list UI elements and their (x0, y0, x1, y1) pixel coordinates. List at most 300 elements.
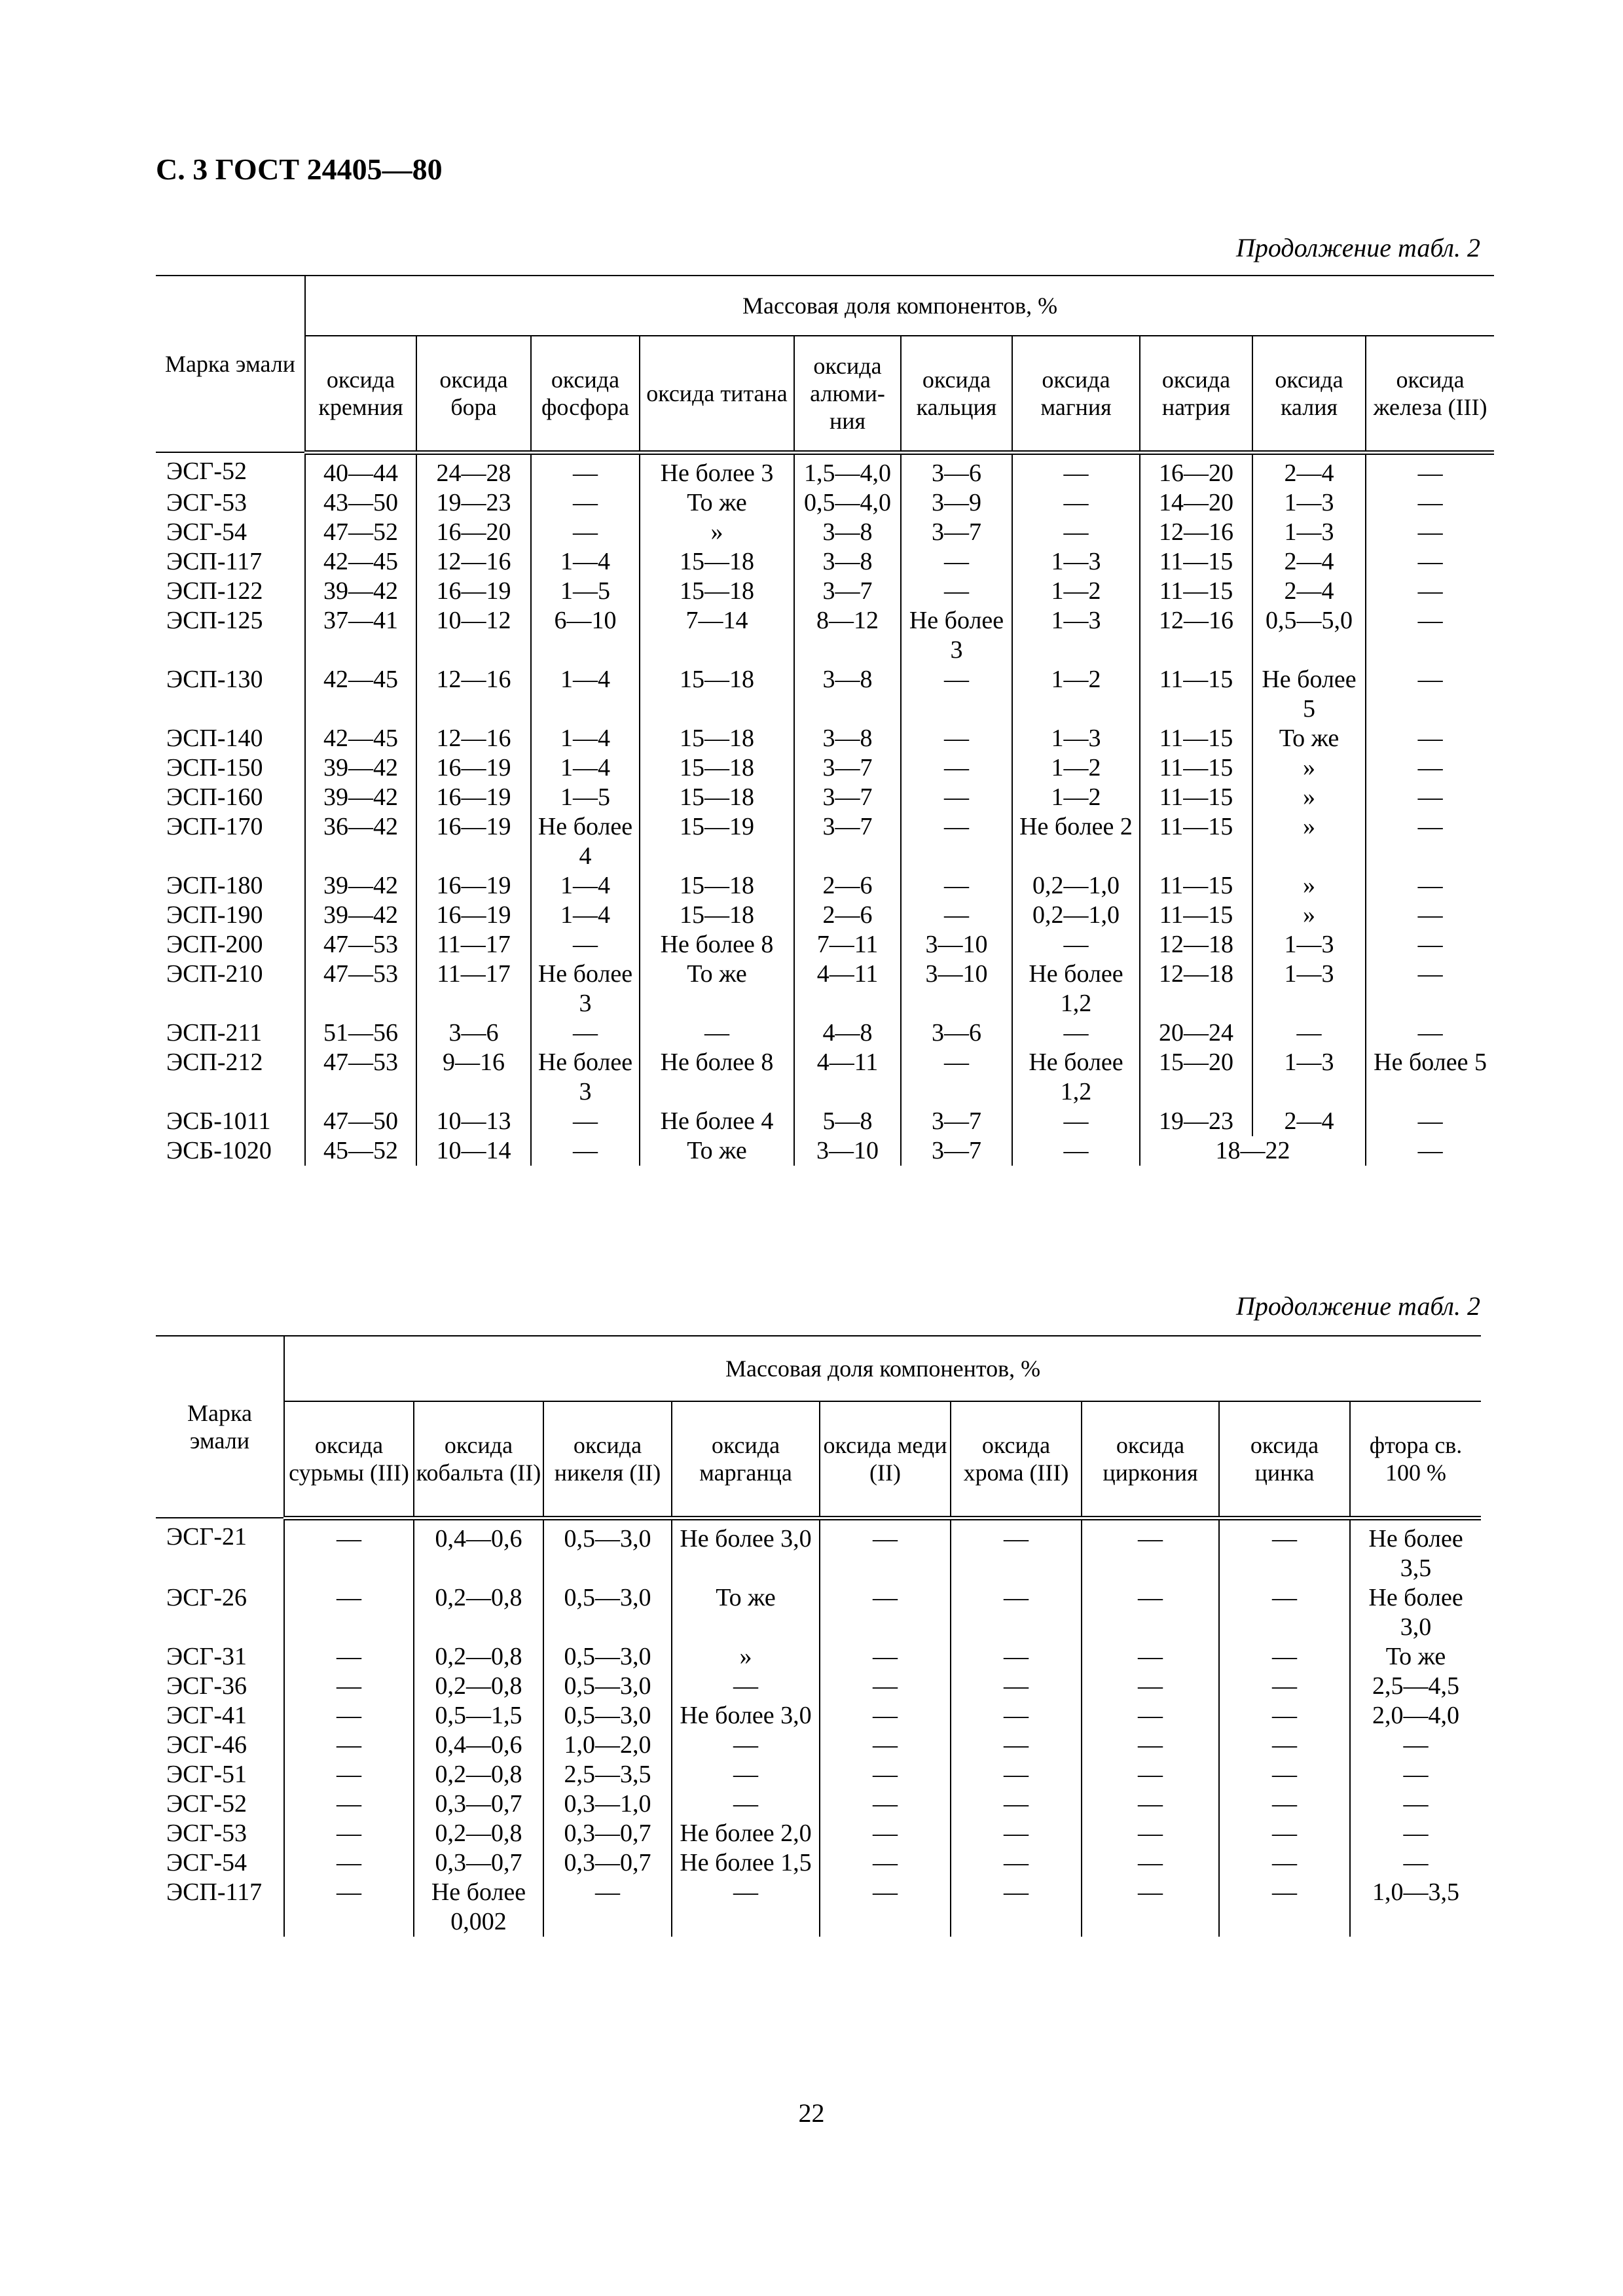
table-cell: » (1252, 812, 1366, 871)
table-cell: — (284, 1760, 414, 1789)
table-row (156, 1760, 1481, 1789)
table-cell: 15—20 (1140, 1048, 1252, 1107)
table-cell: 11—15 (1140, 901, 1252, 930)
enamel-grade-cell: ЭСП-150 (166, 753, 263, 781)
table1-col-header: оксида кальция (901, 336, 1012, 452)
table-cell: — (672, 1760, 820, 1789)
table-cell: — (284, 1672, 414, 1701)
table1-col0-header: Марка эмали (156, 276, 305, 452)
table-cell: — (1012, 1136, 1140, 1166)
table-cell: 0,2—1,0 (1012, 901, 1140, 930)
table-cell: 2—6 (794, 871, 901, 901)
table-cell: 5—8 (794, 1107, 901, 1136)
table-cell: 15—18 (640, 665, 794, 724)
table-cell: 0,2—0,8 (414, 1819, 543, 1848)
table-cell: — (672, 1672, 820, 1701)
table-cell: — (1366, 901, 1494, 930)
enamel-grade-cell: ЭСП-210 (166, 960, 263, 988)
table-cell: 11—15 (1140, 812, 1252, 871)
table1-col-header: оксида натрия (1140, 336, 1252, 452)
table-row (156, 1672, 1481, 1701)
table-cell: 36—42 (305, 812, 416, 871)
enamel-grade-cell: ЭСП-170 (166, 812, 263, 840)
table-cell: — (1366, 488, 1494, 518)
table-cell: — (901, 783, 1012, 812)
table-cell: 1—3 (1012, 547, 1140, 577)
table-cell: — (820, 1789, 951, 1819)
table-cell: Не более 3 (640, 452, 794, 488)
table-cell: — (820, 1701, 951, 1731)
table-cell: 1—4 (531, 547, 640, 577)
table-cell: — (951, 1760, 1082, 1789)
table-row (156, 518, 1494, 547)
table-cell: 10—13 (416, 1107, 531, 1136)
table-cell: — (1082, 1731, 1219, 1760)
table-cell: Не более 3 (531, 960, 640, 1018)
table-cell: — (640, 1018, 794, 1048)
table-cell: 40—44 (305, 452, 416, 488)
enamel-grade-cell: ЭСП-212 (166, 1048, 263, 1076)
table-cell: — (1366, 606, 1494, 665)
table-row (156, 1583, 1481, 1642)
table-cell: » (1252, 871, 1366, 901)
table-cell: — (1219, 1731, 1350, 1760)
table-cell: То же (1252, 724, 1366, 753)
table-cell: — (901, 1048, 1012, 1107)
table-cell: 12—18 (1140, 930, 1252, 960)
enamel-grade-cell: ЭСГ-36 (166, 1672, 247, 1700)
table-cell: — (1366, 812, 1494, 871)
table-cell: 16—20 (416, 518, 531, 547)
table-row (156, 1136, 1494, 1166)
table-cell: — (531, 1018, 640, 1048)
table-cell: Не более 1,2 (1012, 1048, 1140, 1107)
table-cell: — (1219, 1760, 1350, 1789)
table-cell: — (284, 1731, 414, 1760)
table-cell: 39—42 (305, 901, 416, 930)
table-cell: Не более 3 (531, 1048, 640, 1107)
table-row (156, 452, 1494, 488)
table-cell: — (284, 1583, 414, 1642)
enamel-grade-cell: ЭСГ-21 (166, 1523, 247, 1551)
table-cell: 1—4 (531, 871, 640, 901)
table-cell: 18—22 (1140, 1136, 1366, 1166)
table-row (156, 1107, 1494, 1136)
table-cell: 12—16 (416, 724, 531, 753)
table-cell: — (284, 1518, 414, 1583)
enamel-grade-cell: ЭСП-125 (166, 606, 263, 634)
table-cell: 0,4—0,6 (414, 1518, 543, 1583)
table-row (156, 724, 1494, 753)
table-cell: » (1252, 753, 1366, 783)
table-cell: — (901, 547, 1012, 577)
table-cell: — (1366, 960, 1494, 1018)
table-cell: 6—10 (531, 606, 640, 665)
table-cell: Не более 3,0 (672, 1518, 820, 1583)
table-cell: Не более 4 (531, 812, 640, 871)
table-cell: 1—3 (1252, 930, 1366, 960)
table-cell: — (820, 1760, 951, 1789)
table-cell: Не более 2,0 (672, 1819, 820, 1848)
table-cell: 1,0—3,5 (1350, 1878, 1481, 1937)
table-cell: 14—20 (1140, 488, 1252, 518)
table1-body (156, 452, 1494, 1166)
table-cell: » (1252, 783, 1366, 812)
enamel-grade-cell: ЭСП-200 (166, 930, 263, 958)
table-cell: 2—4 (1252, 577, 1366, 606)
table-cell: — (1012, 518, 1140, 547)
table-cell: 2,0—4,0 (1350, 1701, 1481, 1731)
table2-group-header: Массовая доля компонентов, % (284, 1336, 1481, 1401)
table-cell: — (951, 1701, 1082, 1731)
table-cell: — (1366, 547, 1494, 577)
table2-col-header: оксида кобальта (II) (414, 1401, 543, 1518)
table-cell: — (1082, 1518, 1219, 1583)
table-row (156, 1789, 1481, 1819)
table-row (156, 1848, 1481, 1878)
table-cell: 1,0—2,0 (543, 1731, 672, 1760)
table2-col0-header: Марка эмали (156, 1336, 284, 1518)
table-cell: 0,5—3,0 (543, 1642, 672, 1672)
table-cell: 43—50 (305, 488, 416, 518)
enamel-grade-cell: ЭСП-117 (166, 1878, 263, 1906)
table-cell: — (1082, 1672, 1219, 1701)
table-cell: 3—6 (901, 1018, 1012, 1048)
table-cell: — (901, 753, 1012, 783)
table-cell: 0,2—1,0 (1012, 871, 1140, 901)
table-cell: — (284, 1848, 414, 1878)
table-cell: 16—19 (416, 783, 531, 812)
table-cell: — (1366, 577, 1494, 606)
table-row (156, 1819, 1481, 1848)
table-cell: — (1082, 1583, 1219, 1642)
table-cell: 11—17 (416, 960, 531, 1018)
table-cell: 4—11 (794, 960, 901, 1018)
table-cell: — (1082, 1789, 1219, 1819)
enamel-grade-cell: ЭСГ-54 (166, 1848, 247, 1876)
table-cell: 20—24 (1140, 1018, 1252, 1048)
table-cell: — (284, 1819, 414, 1848)
table-cell: Не более 8 (640, 1048, 794, 1107)
table-cell: — (284, 1642, 414, 1672)
table-cell: 16—19 (416, 871, 531, 901)
table-cell: 8—12 (794, 606, 901, 665)
table-cell: 3—10 (901, 960, 1012, 1018)
table-cell: — (284, 1878, 414, 1937)
table-cell: 12—16 (1140, 518, 1252, 547)
enamel-grade-cell: ЭСГ-41 (166, 1701, 247, 1729)
table-cell: — (901, 901, 1012, 930)
table-cell: — (1012, 1018, 1140, 1048)
table-cell: Не более 5 (1252, 665, 1366, 724)
table-cell: — (1252, 1018, 1366, 1048)
enamel-grade-cell: ЭСГ-53 (166, 488, 247, 516)
table-cell: 1—4 (531, 901, 640, 930)
table-row (156, 1018, 1494, 1048)
table-cell: — (1012, 1107, 1140, 1136)
table-cell: — (901, 812, 1012, 871)
table-cell: 39—42 (305, 871, 416, 901)
table-row (156, 960, 1494, 1018)
table1-col-header: оксида алюми-ния (794, 336, 901, 452)
table-cell: 0,2—0,8 (414, 1672, 543, 1701)
table-cell: 2—6 (794, 901, 901, 930)
table-cell: То же (640, 488, 794, 518)
table-cell: 3—8 (794, 724, 901, 753)
table-cell: — (951, 1583, 1082, 1642)
table1-continuation-label: Продолжение табл. 2 (1235, 233, 1480, 262)
table-cell: 12—16 (416, 547, 531, 577)
table-cell: Не более 5 (1366, 1048, 1494, 1107)
table-cell: 3—8 (794, 547, 901, 577)
page-header: С. 3 ГОСТ 24405—80 (156, 152, 443, 186)
table-cell: 24—28 (416, 452, 531, 488)
table-row (156, 871, 1494, 901)
table-cell: 1—5 (531, 577, 640, 606)
table-cell: 2,5—4,5 (1350, 1672, 1481, 1701)
table-cell: 3—7 (794, 753, 901, 783)
table2-col-header: фтора св. 100 % (1350, 1401, 1481, 1518)
table-cell: 1—5 (531, 783, 640, 812)
table-cell: 2—4 (1252, 452, 1366, 488)
table1-col-header: оксида магния (1012, 336, 1140, 452)
table-cell: 15—18 (640, 724, 794, 753)
table-cell: — (1219, 1848, 1350, 1878)
table-cell: Не более 4 (640, 1107, 794, 1136)
table-cell: То же (640, 1136, 794, 1166)
table-row (156, 901, 1494, 930)
table-cell: 42—45 (305, 547, 416, 577)
table-cell: 3—7 (794, 812, 901, 871)
table-cell: — (1350, 1789, 1481, 1819)
table-cell: 15—18 (640, 901, 794, 930)
table2-col-header: оксида марганца (672, 1401, 820, 1518)
table-cell: — (1366, 783, 1494, 812)
table-cell: — (1082, 1701, 1219, 1731)
enamel-grade-cell: ЭСГ-31 (166, 1642, 247, 1670)
table-cell: 3—10 (794, 1136, 901, 1166)
table-cell: — (1366, 753, 1494, 783)
table-cell: — (1082, 1642, 1219, 1672)
table-cell: — (531, 518, 640, 547)
table2-col-header: оксида никеля (II) (543, 1401, 672, 1518)
table-cell: 3—7 (794, 577, 901, 606)
table-row (156, 812, 1494, 871)
table-cell: То же (1350, 1642, 1481, 1672)
table2-col-header: оксида сурьмы (III) (284, 1401, 414, 1518)
table-cell: — (672, 1731, 820, 1760)
table-cell: » (640, 518, 794, 547)
table-cell: — (1012, 488, 1140, 518)
table-cell: 42—45 (305, 665, 416, 724)
enamel-grade-cell: ЭСП-160 (166, 783, 263, 811)
table-cell: — (1219, 1878, 1350, 1937)
table-row (156, 606, 1494, 665)
table-cell: Не более 8 (640, 930, 794, 960)
table-row (156, 1731, 1481, 1760)
table-cell: 1—2 (1012, 753, 1140, 783)
table-cell: 3—7 (901, 1107, 1012, 1136)
table-cell: 0,3—0,7 (414, 1848, 543, 1878)
table-cell: — (951, 1518, 1082, 1583)
table-cell: То же (672, 1583, 820, 1642)
table1-col-header: оксида бора (416, 336, 531, 452)
table-cell: 3—7 (794, 783, 901, 812)
page-number: 22 (798, 2098, 825, 2128)
table-cell: 1—3 (1252, 960, 1366, 1018)
table-cell: — (531, 930, 640, 960)
table-cell: — (1350, 1819, 1481, 1848)
table-cell: Не более 3,0 (1350, 1583, 1481, 1642)
table-cell: — (820, 1848, 951, 1878)
table-row (156, 1518, 1481, 1583)
table-cell: — (820, 1672, 951, 1701)
table-cell: — (820, 1878, 951, 1937)
table-cell: 7—14 (640, 606, 794, 665)
table-cell: 42—45 (305, 724, 416, 753)
table-cell: 12—16 (416, 665, 531, 724)
table-cell: 0,5—3,0 (543, 1672, 672, 1701)
table-cell: — (820, 1583, 951, 1642)
table-cell: Не более 3,0 (672, 1701, 820, 1731)
enamel-grade-cell: ЭСБ-1011 (166, 1107, 271, 1135)
table-cell: — (1350, 1731, 1481, 1760)
table-cell: 10—12 (416, 606, 531, 665)
table-cell: 1—3 (1012, 724, 1140, 753)
table1-col-header: оксида титана (640, 336, 794, 452)
table-cell: — (820, 1642, 951, 1672)
table-cell: 47—53 (305, 1048, 416, 1107)
table-cell: — (951, 1789, 1082, 1819)
table-cell: Не более 3,5 (1350, 1518, 1481, 1583)
table-cell: 15—18 (640, 871, 794, 901)
table-cell: — (1219, 1701, 1350, 1731)
table-cell: 0,5—3,0 (543, 1583, 672, 1642)
table-cell: 1—2 (1012, 577, 1140, 606)
table-cell: 4—11 (794, 1048, 901, 1107)
table-cell: — (1350, 1848, 1481, 1878)
table-cell: 0,3—0,7 (543, 1848, 672, 1878)
table-cell: — (672, 1878, 820, 1937)
table-cell: — (1219, 1672, 1350, 1701)
table-cell: 39—42 (305, 753, 416, 783)
table-cell: Не более 3 (901, 606, 1012, 665)
table-cell: 12—16 (1140, 606, 1252, 665)
table-cell: 4—8 (794, 1018, 901, 1048)
enamel-grade-cell: ЭСП-130 (166, 665, 263, 693)
table-cell: 47—53 (305, 930, 416, 960)
table-cell: 2—4 (1252, 547, 1366, 577)
table-cell: 12—18 (1140, 960, 1252, 1018)
enamel-grade-cell: ЭСБ-1020 (166, 1136, 272, 1164)
table-cell: — (1082, 1878, 1219, 1937)
table-cell: — (951, 1819, 1082, 1848)
table1-header (156, 276, 1494, 452)
table-cell: 47—50 (305, 1107, 416, 1136)
enamel-grade-cell: ЭСГ-51 (166, 1760, 247, 1788)
enamel-grade-cell: ЭСГ-52 (166, 1789, 247, 1818)
table-row (156, 1048, 1494, 1107)
table-cell: 0,5—3,0 (543, 1518, 672, 1583)
table-cell: — (531, 488, 640, 518)
table-cell: 19—23 (416, 488, 531, 518)
table-cell: 16—19 (416, 577, 531, 606)
table-cell: 11—15 (1140, 665, 1252, 724)
table-cell: — (1219, 1789, 1350, 1819)
table-cell: 51—56 (305, 1018, 416, 1048)
table-cell: — (951, 1672, 1082, 1701)
table-cell: 11—15 (1140, 577, 1252, 606)
table-cell: 9—16 (416, 1048, 531, 1107)
table-cell: — (1082, 1760, 1219, 1789)
table-cell: 3—7 (901, 1136, 1012, 1166)
table-cell: » (1252, 901, 1366, 930)
table-cell: 0,5—5,0 (1252, 606, 1366, 665)
table-cell: — (901, 724, 1012, 753)
table-cell: — (901, 665, 1012, 724)
table-cell: 47—52 (305, 518, 416, 547)
table1-col-header: оксида кремния (305, 336, 416, 452)
table2-col-header: оксида цинка (1219, 1401, 1350, 1518)
table1-col-header: оксида калия (1252, 336, 1366, 452)
table-cell: 0,2—0,8 (414, 1583, 543, 1642)
table-cell: 39—42 (305, 577, 416, 606)
table-cell: 19—23 (1140, 1107, 1252, 1136)
enamel-grade-cell: ЭСГ-53 (166, 1819, 247, 1847)
table-cell: Не более 1,2 (1012, 960, 1140, 1018)
table-cell: 15—18 (640, 783, 794, 812)
table-cell: — (1219, 1583, 1350, 1642)
table-cell: — (284, 1789, 414, 1819)
table-cell: — (1012, 930, 1140, 960)
table-cell: — (1366, 724, 1494, 753)
table2-col-header: оксида хрома (III) (951, 1401, 1082, 1518)
table2-col-header: оксида меди (II) (820, 1401, 951, 1518)
table-cell: — (1366, 1018, 1494, 1048)
table-cell: — (1012, 452, 1140, 488)
table-cell: — (820, 1819, 951, 1848)
enamel-grade-cell: ЭСГ-26 (166, 1583, 247, 1611)
table-cell: Не более 1,5 (672, 1848, 820, 1878)
table-row (156, 577, 1494, 606)
table-cell: — (1219, 1819, 1350, 1848)
table-cell: Не более 2 (1012, 812, 1140, 871)
table-cell: 3—8 (794, 518, 901, 547)
table-cell: — (951, 1848, 1082, 1878)
table-cell: — (1366, 1136, 1494, 1166)
enamel-grade-cell: ЭСП-122 (166, 577, 263, 605)
table-cell: — (820, 1518, 951, 1583)
table-row (156, 547, 1494, 577)
enamel-grade-cell: ЭСП-180 (166, 871, 263, 899)
table-cell: 3—10 (901, 930, 1012, 960)
table-cell: — (1366, 930, 1494, 960)
table-cell: — (672, 1789, 820, 1819)
table-cell: 15—18 (640, 577, 794, 606)
table2-header (156, 1336, 1481, 1518)
table-cell: 2,5—3,5 (543, 1760, 672, 1789)
table-cell: — (1219, 1642, 1350, 1672)
table-cell: 11—15 (1140, 753, 1252, 783)
table-cell: 0,5—1,5 (414, 1701, 543, 1731)
enamel-grade-cell: ЭСГ-54 (166, 518, 247, 546)
table-cell: 16—19 (416, 753, 531, 783)
enamel-grade-cell: ЭСП-190 (166, 901, 263, 929)
table-cell: 47—53 (305, 960, 416, 1018)
table-cell: 0,2—0,8 (414, 1642, 543, 1672)
table-cell: 0,3—0,7 (543, 1819, 672, 1848)
table-cell: 11—17 (416, 930, 531, 960)
